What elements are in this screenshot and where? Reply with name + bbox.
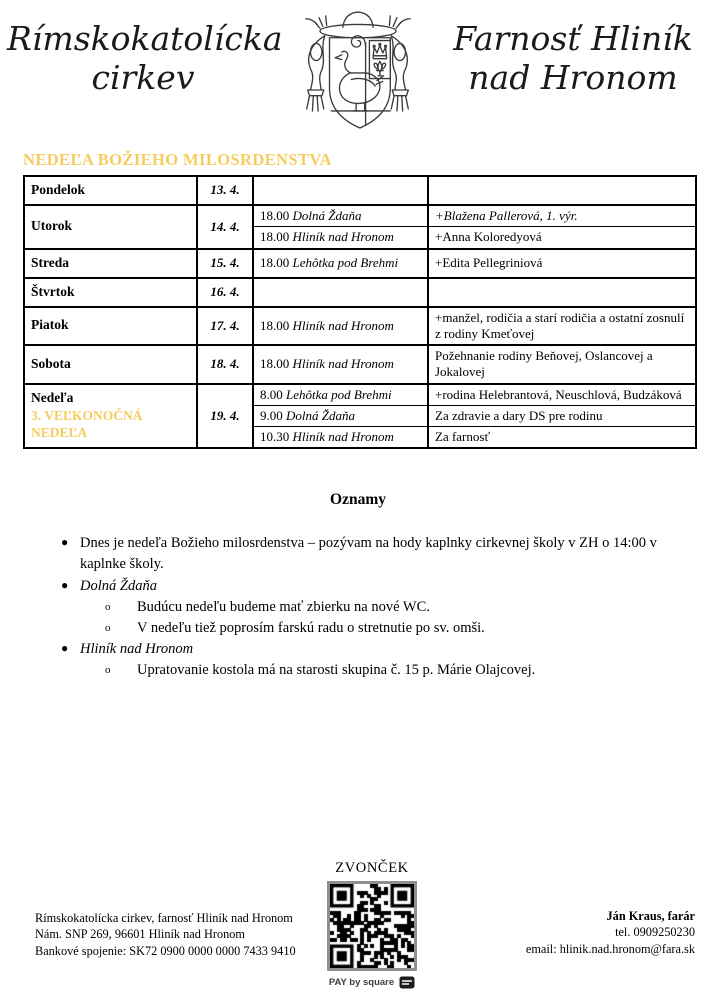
announcement-subitem xyxy=(105,660,685,681)
table-row xyxy=(24,384,696,406)
mass-schedule-body xyxy=(24,176,696,448)
mass-intention-cell: +Edita Pellegriniová xyxy=(428,249,696,278)
mass-time-cell: 18.00 Hliník nad Hronom xyxy=(253,345,428,384)
collection-label: ZVONČEK xyxy=(335,860,409,876)
day-label: Nedeľa xyxy=(31,389,74,405)
bishop-coat-of-arms-icon xyxy=(282,4,434,138)
mass-time-cell xyxy=(253,176,428,205)
inescutcheon-icon xyxy=(369,41,390,79)
parish-address-line: Rímskokatolícka cirkev, farnosť Hliník nad Hronom xyxy=(35,911,293,925)
mass-time-cell: 18.00 Hliník nad Hronom xyxy=(253,307,428,346)
footer xyxy=(0,860,716,988)
date-cell: 13. 4. xyxy=(197,176,253,205)
date-cell: 19. 4. xyxy=(197,384,253,449)
cord-tassel-right-icon xyxy=(391,36,408,111)
day-cell xyxy=(24,205,197,249)
table-row xyxy=(24,249,696,278)
bullet-icon: ● xyxy=(61,641,69,656)
mass-intention-cell: +Blažena Pallerová, 1. výr. xyxy=(428,205,696,227)
date-cell: 15. 4. xyxy=(197,249,253,278)
table-row xyxy=(24,345,696,384)
galero-hat-icon xyxy=(306,12,411,38)
announcement-subtext: V nedeľu tiež poprosím farskú radu o stretnutie po sv. omši. xyxy=(137,619,485,636)
day-note-label: 3. VEĽKONOČNÁ NEDEĽA xyxy=(31,407,143,441)
donation-qr-block xyxy=(314,860,430,989)
mass-place-label: Dolná Ždaňa xyxy=(292,208,362,223)
table-row xyxy=(24,205,696,227)
date-cell: 14. 4. xyxy=(197,205,253,249)
mass-place-label: Hliník nad Hronom xyxy=(292,317,394,333)
mass-schedule-table xyxy=(23,175,697,449)
priest-contact-block xyxy=(526,908,695,957)
header-org-name xyxy=(7,19,283,98)
mass-place-label: Dolná Ždaňa xyxy=(286,407,355,423)
mass-place-label: Lehôtka pod Brehmi xyxy=(286,386,392,402)
announcement-text: Dolná Ždaňa xyxy=(80,577,157,594)
day-label: Streda xyxy=(31,254,70,270)
date-cell: 17. 4. xyxy=(197,307,253,346)
day-label: Sobota xyxy=(31,355,71,371)
cord-tassel-left-icon xyxy=(307,36,325,111)
bullet-icon: ● xyxy=(61,535,69,550)
parish-address-line: Nám. SNP 269, 96601 Hliník nad Hronom xyxy=(35,927,245,942)
pay-by-square-row xyxy=(314,976,430,989)
mass-intention-cell: Požehnanie rodiny Beňovej, Oslancovej a Jokalovej xyxy=(428,345,696,384)
day-cell xyxy=(24,249,197,278)
mass-intention-cell: Za zdravie a dary DS pre rodinu xyxy=(428,405,696,426)
mass-place-label: Lehôtka pod Brehmi xyxy=(292,254,399,270)
announcements-heading: Oznamy xyxy=(330,491,386,509)
pay-by-square-caption: PAY by square xyxy=(328,977,395,988)
mass-place-label: Hliník nad Hronom xyxy=(292,229,394,245)
date-cell: 18. 4. xyxy=(197,345,253,384)
mass-time-cell xyxy=(253,278,428,307)
day-cell xyxy=(24,176,197,205)
priest-tel: tel. 0909250230 xyxy=(615,925,695,940)
announcement-subtext: Budúcu nedeľu budeme mať zbierku na nové WC. xyxy=(137,598,430,615)
mass-time-cell: 18.00 Dolná Ždaňa xyxy=(253,205,428,227)
bulletin-title: NEDEĽA BOŽIEHO MILOSRDENSTVA xyxy=(23,150,332,169)
header-org-line1: Rímskokatolícka xyxy=(7,19,283,58)
mass-time-cell: 8.00 Lehôtka pod Brehmi xyxy=(253,384,428,406)
announcement-text: Dnes je nedeľa Božieho milosrdenstva – pozývam na hody kaplnky cirkevnej školy v ZH o 14:00 v kaplnke školy. xyxy=(80,535,657,573)
day-cell xyxy=(24,384,197,449)
header-parish-name xyxy=(437,20,709,98)
day-cell xyxy=(24,278,197,307)
day-label: Piatok xyxy=(31,317,69,333)
mass-place-label: Hliník nad Hronom xyxy=(292,356,394,372)
day-label: Pondelok xyxy=(31,182,86,198)
mass-time-cell: 18.00 Hliník nad Hronom xyxy=(253,227,428,249)
day-label: Štvrtok xyxy=(31,283,75,299)
day-cell xyxy=(24,345,197,384)
day-cell xyxy=(24,307,197,346)
parish-address-block xyxy=(35,910,296,959)
header-org-line2: cirkev xyxy=(91,57,195,97)
header-parish-line1: Farnosť Hliník xyxy=(453,19,693,58)
announcement-item xyxy=(55,639,685,660)
table-row xyxy=(24,176,696,205)
mass-intention-cell xyxy=(428,176,696,205)
date-cell: 16. 4. xyxy=(197,278,253,307)
parish-crest xyxy=(279,4,437,138)
day-label: Utorok xyxy=(31,218,73,234)
by-square-logo-icon xyxy=(399,976,415,989)
mass-place-label: Hliník nad Hronom xyxy=(292,429,394,444)
circle-bullet-icon: o xyxy=(105,664,111,677)
mass-intention-cell: +manžel, rodičia a starí rodičia a ostatní zosnulí z rodiny Kmeťovej xyxy=(428,307,696,346)
announcement-subtext: Upratovanie kostola má na starosti skupina č. 15 p. Márie Olajcovej. xyxy=(137,662,536,679)
priest-name: Ján Kraus, farár xyxy=(606,909,695,923)
announcement-item xyxy=(55,533,685,575)
announcement-subitem xyxy=(105,618,685,639)
mass-time-cell: 18.00 Lehôtka pod Brehmi xyxy=(253,249,428,278)
mass-intention-cell xyxy=(428,278,696,307)
pay-by-square-qr-code-icon xyxy=(330,884,414,968)
bullet-icon: ● xyxy=(61,577,69,592)
parish-address-line: Bankové spojenie: SK72 0900 0000 0000 7433 9410 xyxy=(35,943,296,958)
mass-intention-cell: Za farnosť xyxy=(428,427,696,449)
announcements-list xyxy=(55,533,685,681)
header xyxy=(0,0,716,142)
mass-time-cell: 9.00 Dolná Ždaňa xyxy=(253,405,428,426)
circle-bullet-icon: o xyxy=(105,600,111,613)
header-parish-line2: nad Hronom xyxy=(468,57,678,97)
table-row xyxy=(24,307,696,346)
mass-intention-cell: +rodina Helebrantová, Neuschlová, Budzáková xyxy=(428,384,696,406)
table-row xyxy=(24,278,696,307)
announcement-text: Hliník nad Hronom xyxy=(80,641,194,658)
mass-intention-cell: +Anna Koloredyová xyxy=(428,227,696,249)
qr-frame xyxy=(327,881,417,971)
mass-time-cell: 10.30 Hliník nad Hronom xyxy=(253,427,428,449)
announcement-subitem xyxy=(105,597,685,618)
priest-email: email: hlinik.nad.hronom@fara.sk xyxy=(525,941,695,956)
circle-bullet-icon: o xyxy=(105,621,111,634)
announcement-item xyxy=(55,576,685,597)
